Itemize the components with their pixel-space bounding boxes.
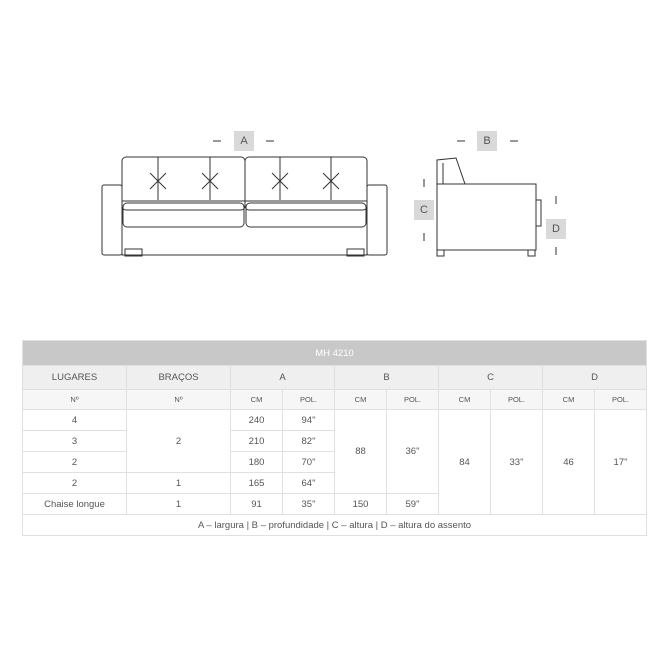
header-b: B bbox=[335, 366, 439, 390]
c-cm-cell: 84 bbox=[439, 410, 491, 515]
unit-seats: Nº bbox=[23, 390, 127, 410]
back-cushion-left bbox=[122, 157, 245, 210]
side-body bbox=[437, 158, 536, 250]
d-cm-cell: 46 bbox=[543, 410, 595, 515]
seats-cell: 4 bbox=[23, 410, 127, 431]
header-d: D bbox=[543, 366, 647, 390]
unit-c-cm: CM bbox=[439, 390, 491, 410]
header-c: C bbox=[439, 366, 543, 390]
side-front-foot bbox=[528, 250, 535, 256]
back-cushion-right bbox=[245, 157, 367, 210]
a-cm-cell: 210 bbox=[231, 431, 283, 452]
side-cushion-edge bbox=[536, 200, 541, 226]
sofa-front-view bbox=[102, 157, 387, 256]
unit-arms: Nº bbox=[127, 390, 231, 410]
a-cm-cell: 91 bbox=[231, 494, 283, 515]
b-cm-cell: 88 bbox=[335, 410, 387, 494]
seat-cushion-left bbox=[123, 203, 244, 227]
a-inch-cell: 35" bbox=[283, 494, 335, 515]
sofa-line-drawing bbox=[0, 0, 668, 300]
header-seats: LUGARES bbox=[23, 366, 127, 390]
sofa-dimensions-diagram bbox=[0, 0, 668, 300]
right-arm bbox=[367, 185, 387, 255]
unit-d-inch: POL. bbox=[595, 390, 647, 410]
unit-a-inch: POL. bbox=[283, 390, 335, 410]
unit-d-cm: CM bbox=[543, 390, 595, 410]
unit-c-inch: POL. bbox=[491, 390, 543, 410]
model-title: MH 4210 bbox=[23, 341, 647, 366]
unit-b-cm: CM bbox=[335, 390, 387, 410]
arms-cell: 1 bbox=[127, 473, 231, 494]
a-inch-cell: 64" bbox=[283, 473, 335, 494]
dimensions-legend: A – largura | B – profundidade | C – altura | D – altura do assento bbox=[23, 515, 647, 536]
side-rear-foot bbox=[437, 250, 444, 256]
unit-a-cm: CM bbox=[231, 390, 283, 410]
header-arms: BRAÇOS bbox=[127, 366, 231, 390]
a-inch-cell: 82" bbox=[283, 431, 335, 452]
seats-cell: 2 bbox=[23, 473, 127, 494]
a-cm-cell: 165 bbox=[231, 473, 283, 494]
seats-cell: 2 bbox=[23, 452, 127, 473]
left-arm bbox=[102, 185, 122, 255]
arms-cell: 2 bbox=[127, 410, 231, 473]
dimension-a-label: A bbox=[234, 131, 254, 151]
seat-cushion-right bbox=[246, 203, 366, 227]
dimension-d-label: D bbox=[546, 219, 566, 239]
seats-cell: Chaise longue bbox=[23, 494, 127, 515]
d-inch-cell: 17" bbox=[595, 410, 647, 515]
b-inch-cell: 36" bbox=[387, 410, 439, 494]
sofa-side-view bbox=[437, 158, 541, 256]
dimension-b-label: B bbox=[477, 131, 497, 151]
unit-b-inch: POL. bbox=[387, 390, 439, 410]
seats-cell: 3 bbox=[23, 431, 127, 452]
a-inch-cell: 70" bbox=[283, 452, 335, 473]
a-inch-cell: 94" bbox=[283, 410, 335, 431]
c-inch-cell: 33" bbox=[491, 410, 543, 515]
a-cm-cell: 240 bbox=[231, 410, 283, 431]
dimension-c-label: C bbox=[414, 200, 434, 220]
arms-cell: 1 bbox=[127, 494, 231, 515]
header-a: A bbox=[231, 366, 335, 390]
table-row bbox=[23, 410, 647, 431]
a-cm-cell: 180 bbox=[231, 452, 283, 473]
b-inch-cell: 59" bbox=[387, 494, 439, 515]
dimensions-table bbox=[22, 340, 647, 536]
b-cm-cell: 150 bbox=[335, 494, 387, 515]
